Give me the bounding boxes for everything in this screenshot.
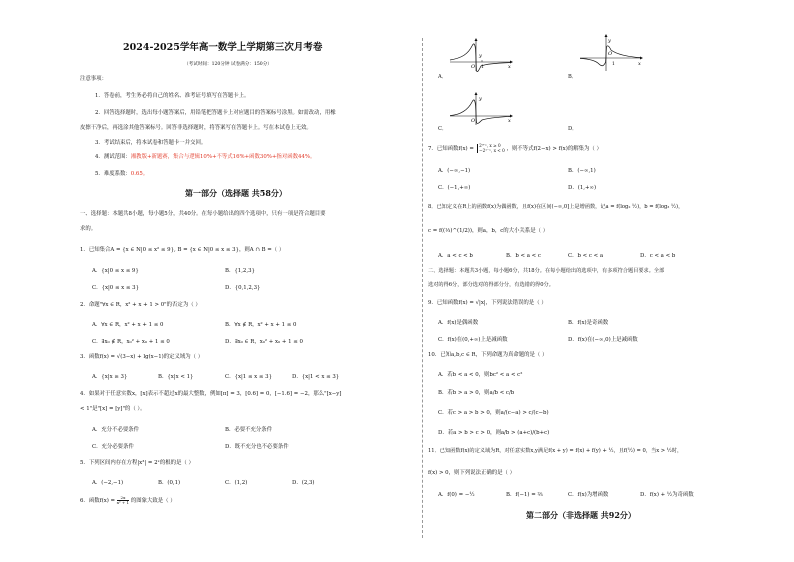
note-3: 3．考试结束后，将本试卷和答题卡一并交回。 — [95, 140, 207, 146]
q2-option-a[interactable]: A．∀x ∈ R，x² + x + 1 ≤ 0 — [92, 322, 164, 328]
q3-option-d[interactable]: D．{x|1 < x ≤ 3} — [292, 374, 340, 380]
q2-option-b[interactable]: B．∀x ∉ R，x² + x + 1 ≤ 0 — [225, 322, 297, 328]
part2-title: 第二部分（非选择题 共92分） — [526, 510, 636, 520]
note-4 — [95, 154, 315, 161]
q7-stem-suffix: ，则不等式f(2−x) > f(x)的解集为（ ） — [506, 146, 602, 153]
q6-stem-suffix: 的图象大致是（ ） — [130, 498, 176, 504]
q6-graph-a — [448, 38, 514, 72]
q8-option-d[interactable]: D．c < a < b — [640, 253, 676, 259]
q1-option-b[interactable]: B．{1,2,3} — [225, 268, 255, 274]
note-5-difficulty: 0.65。 — [130, 171, 149, 177]
q8-option-b[interactable]: B．b < a < c — [506, 253, 541, 259]
q7-stem — [428, 144, 602, 153]
q9-option-b[interactable]: B．f(x)是奇函数 — [568, 320, 609, 326]
part1-title: 第一部分（选择题 共58分） — [185, 188, 287, 198]
note-5 — [95, 171, 148, 178]
q5-stem: 5．下列区间内存在方程|x³| = 2ˣ的根的是（ ） — [80, 460, 194, 466]
x-label: x — [508, 118, 511, 124]
q6-fraction — [117, 496, 129, 505]
q5-option-c[interactable]: C．(1,2) — [225, 480, 248, 486]
q7-option-a[interactable]: A．(−∞,−1) — [438, 168, 471, 174]
q3-option-a[interactable]: A．{x|x ≥ 3} — [92, 374, 128, 380]
q10-option-c[interactable]: C．若c > a > b > 0，则a/(c−a) > c/(c−b) — [438, 410, 549, 416]
q11-option-b[interactable]: B．f(−1) = ⅔ — [506, 492, 543, 498]
x-label: x — [508, 64, 511, 70]
q6-option-c[interactable]: C． — [438, 126, 448, 132]
q1-stem: 1．已知集合A = {x ∈ N|0 ≤ x² ≤ 9}, B = {x ∈ N|0 ≤ x ≤ 3}，则A ∩ B =（ ） — [80, 247, 285, 253]
q4-option-d[interactable]: D．既不充分也不必要条件 — [225, 444, 289, 450]
q1-option-c[interactable]: C．{x|0 ≤ x ≤ 3} — [92, 285, 140, 291]
exam-meta: （考试时间：120分钟 试卷满分：150分） — [184, 62, 272, 67]
q7-option-b[interactable]: B．(−∞,1) — [568, 168, 596, 174]
q3-option-c[interactable]: C．{x|1 ≤ x ≤ 3} — [225, 374, 273, 380]
q6-stem-prefix: 6．函数f(x) = — [80, 498, 116, 504]
q8-option-c[interactable]: C．b < c < a — [568, 253, 604, 259]
q11-option-d[interactable]: D．f(x) + ½为奇函数 — [640, 492, 694, 498]
q4-stem-2: < 1"是"[x] = [y]"的（ ）。 — [80, 406, 146, 412]
exam-title: 2024-2025学年高一数学上学期第三次月考卷 — [123, 42, 323, 53]
q11-option-c[interactable]: C．f(x)为增函数 — [568, 492, 609, 498]
note-2a: 2．回答选择题时，选出每小题答案后，用铅笔把答题卡上对应题目的答案标号涂黑。如需改动，用橡 — [95, 110, 336, 116]
note-4-scope: 湘教版+新题赛，集合与逻辑10%+不等式16%+函数30%+指对函数44%。 — [130, 154, 316, 160]
q6-graph-c — [448, 92, 514, 126]
q9-stem: 9．已知函数f(x) = √|x|，下列说法错误的是（ ） — [428, 300, 547, 306]
origin-label: O — [608, 51, 613, 57]
y-label: y — [479, 96, 482, 102]
q11-stem-2: f(x) > 0，则下列说法正确的是（ ） — [428, 470, 516, 476]
q6-frac-den: x² + 1 — [116, 500, 130, 505]
q7-case-1: 2ˡ⁺ˣ, x ≥ 0 — [479, 143, 501, 148]
one-label: 1 — [481, 65, 484, 70]
q4-stem-1: 4．如果对于任意实数x，[x]表示不超过x的最大整数，例如[π] = 3，[0.6] = 0，[−1.6] = −2，那么"[x−y] — [80, 391, 342, 397]
x-label: x — [638, 61, 641, 67]
part1-intro-2: 求的。 — [80, 226, 97, 232]
y-label: y — [608, 38, 611, 44]
q6-graph-b — [578, 34, 644, 72]
curve — [450, 100, 510, 124]
q9-option-c[interactable]: C．f(x)在(0,+∞)上是减函数 — [438, 337, 508, 343]
q10-stem: 10．已知a,b,c ∈ R，下列命题为真命题的是（ ） — [428, 352, 548, 358]
q10-option-a[interactable]: A．若b < a < 0，则bc² < a < c² — [438, 372, 523, 378]
q6-frac-num: 2x — [117, 496, 129, 501]
q10-option-b[interactable]: B．若b > a > 0，则a/b < c/b — [438, 390, 515, 396]
q2-option-c[interactable]: C．∃x₀ ∉ R，x₀² + x₀ + 1 ≤ 0 — [92, 339, 170, 345]
note-2b: 皮擦干净后，再选涂其他答案标号。回答非选择题时，将答案写在答题卡上。写在本试卷上无效。 — [80, 125, 312, 131]
q2-option-d[interactable]: D．∃x₀ ∈ R，x₀² + x₀ + 1 ≤ 0 — [225, 339, 303, 345]
notes-heading: 注意事项： — [80, 76, 107, 82]
q3-stem: 3．函数f(x) = √(3−x) + lg(x−1)的定义域为（ ） — [80, 354, 204, 360]
q5-option-d[interactable]: D．(2,3) — [292, 480, 315, 486]
q9-option-a[interactable]: A．f(x)是偶函数 — [438, 320, 479, 326]
q7-option-d[interactable]: D．(1,+∞) — [568, 185, 597, 191]
q6-option-a[interactable]: A． — [438, 74, 447, 80]
y-axis-arrow — [475, 38, 478, 41]
x-axis-arrow — [640, 57, 643, 60]
q4-option-a[interactable]: A．充分不必要条件 — [92, 427, 140, 433]
q6-option-b[interactable]: B． — [568, 74, 577, 80]
q11-option-a[interactable]: A．f(0) = −½ — [438, 492, 475, 498]
q5-option-a[interactable]: A．(−2,−1) — [92, 480, 124, 486]
q3-option-b[interactable]: B．{x|x < 1} — [158, 374, 194, 380]
q11-stem-1: 11．已知函数f(x)的定义域为R，对任意实数x,y满足f(x + y) = f(x) + f(y) + ½，且f(½) = 0，当x > ½时， — [428, 448, 683, 454]
column-divider — [422, 38, 423, 538]
q2-stem: 2．命题"∀x ∈ R，x² + x + 1 > 0"的否定为（ ） — [80, 302, 201, 308]
q7-case-2: −2¹⁻ˣ, x < 0 — [479, 147, 505, 153]
q8-stem-2: c = f((⅓)^(1/2))，则a，b，c的大小关系是（ ） — [428, 228, 549, 234]
part1b-intro-2: 选对的得6分，部分选对的得部分分，有选错的得0分。 — [428, 282, 554, 288]
q4-option-b[interactable]: B．必要不充分条件 — [225, 427, 273, 433]
q1-option-d[interactable]: D．{0,1,2,3} — [225, 285, 261, 291]
y-axis-arrow — [605, 34, 608, 37]
q6-stem — [80, 496, 176, 505]
note-5-prefix: 5．难度系数： — [95, 171, 131, 177]
part1b-intro-1: 二、选择题：本题共3小题，每小题6分，共18分。在每小题给出的选项中，有多项符合题目要求。全部 — [428, 268, 665, 274]
q7-option-c[interactable]: C．(−1,+∞) — [438, 185, 471, 191]
q7-stem-prefix: 7．已知函数f(x) = — [428, 146, 474, 153]
q9-option-d[interactable]: D．f(x)在(−∞,0)上是减函数 — [568, 337, 638, 343]
note-4-prefix: 4．测试范围： — [95, 154, 131, 160]
q10-option-d[interactable]: D．若a > b > c > 0，则a/b > (a+c)/(b+c) — [438, 430, 550, 436]
q7-piecewise — [477, 144, 505, 153]
q6-option-d[interactable]: D． — [568, 126, 578, 132]
q1-option-a[interactable]: A．{x|0 ≤ x ≤ 9} — [92, 268, 139, 274]
y-label: y — [479, 53, 482, 59]
part1-intro-1: 一、选择题：本题共8小题，每小题5分，共40分。在每小题给出的四个选项中，只有一项是符合题目要 — [80, 211, 326, 217]
y-axis-arrow — [475, 92, 478, 95]
origin-label: O — [471, 118, 476, 124]
q8-stem-1: 8．已知定义在R上的函数f(x)为偶函数，且f(x)在区间(−∞,0]上是增函数，记a = f(log₂ ½)，b = f(log₃ ½)， — [428, 204, 684, 210]
one-label: 1 — [612, 62, 615, 67]
note-1: 1．答卷前，考生务必将自己的姓名、准考证号填写在答题卡上。 — [95, 93, 250, 99]
q8-option-a[interactable]: A．a < c < b — [438, 253, 473, 259]
origin-label: O — [471, 64, 476, 70]
q5-option-b[interactable]: B．(0,1) — [158, 480, 181, 486]
q4-option-c[interactable]: C．充分必要条件 — [92, 444, 134, 450]
